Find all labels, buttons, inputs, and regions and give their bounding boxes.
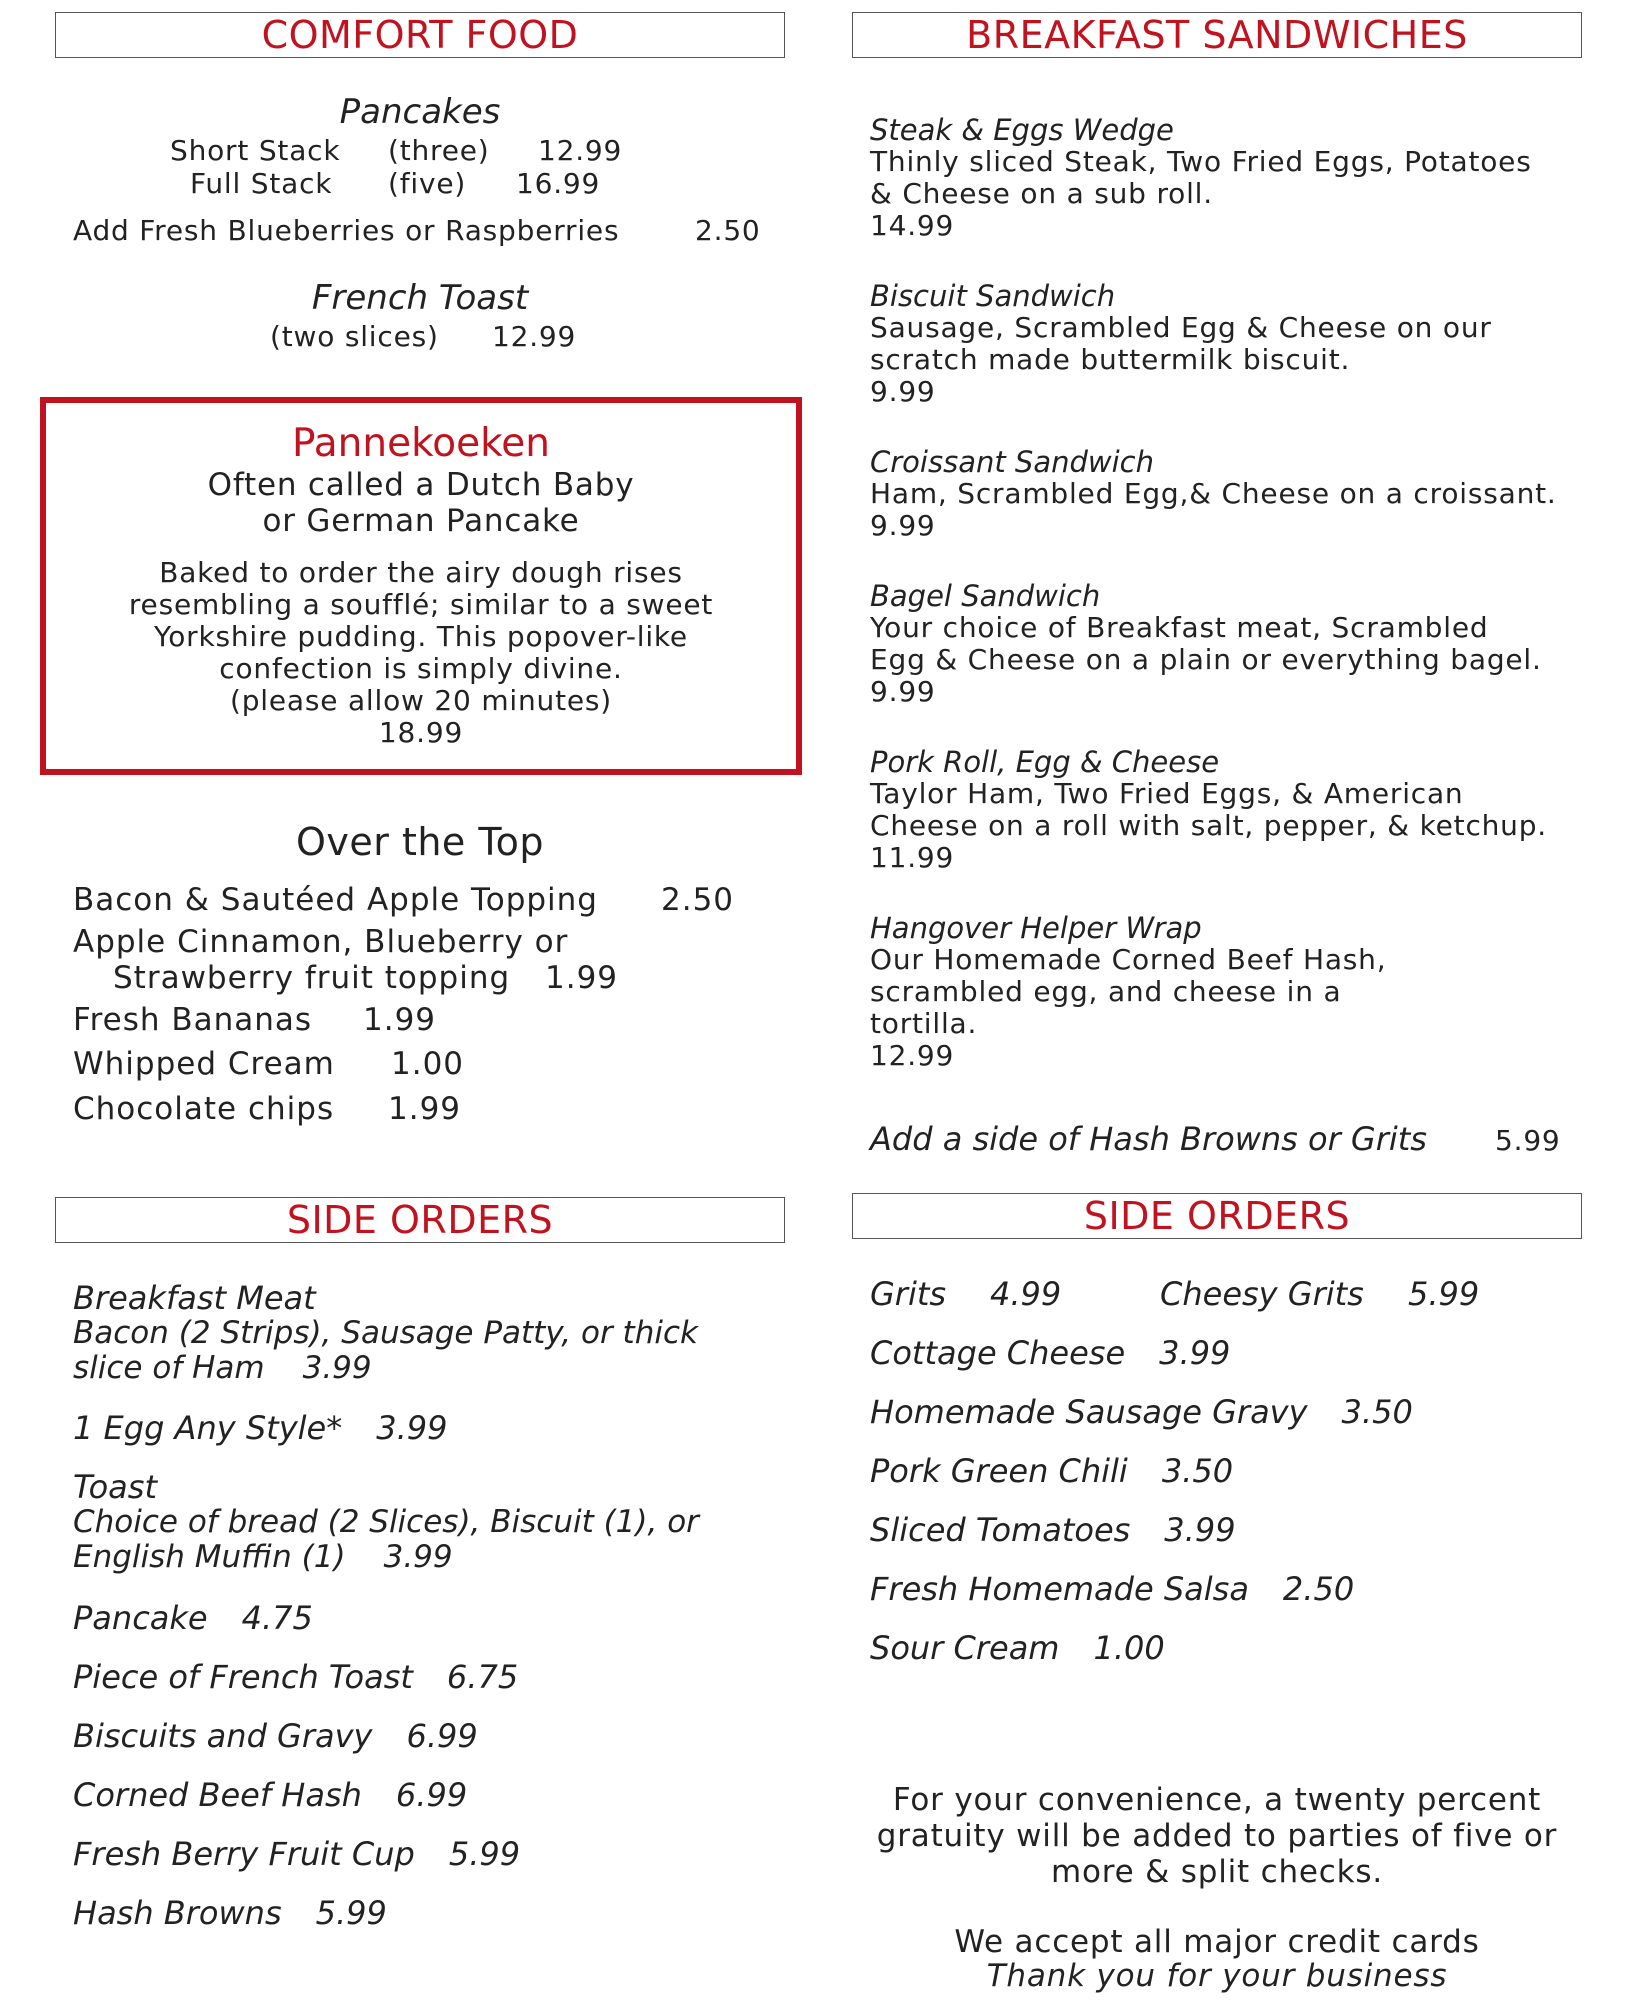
full-stack-label: Full Stack <box>190 167 333 200</box>
full-stack-row <box>190 167 600 200</box>
pannekoeken-desc-line: (please allow 20 minutes) <box>229 684 613 717</box>
side-item-price: 3.99 <box>1159 1334 1231 1372</box>
side-item-price: 6.99 <box>406 1717 478 1755</box>
side-item <box>870 1630 1165 1666</box>
french-toast-qty: (two slices) <box>270 320 439 353</box>
sandwich-desc: Your choice of Breakfast meat, Scrambled <box>870 611 1489 644</box>
side-item <box>870 1571 1354 1607</box>
side-item-name: Cottage Cheese <box>870 1334 1126 1372</box>
topping-row <box>73 1089 461 1129</box>
french-toast-section <box>55 278 785 318</box>
egg-price: 3.99 <box>376 1409 448 1447</box>
side-orders-right-header: SIDE ORDERS <box>852 1193 1582 1239</box>
side-item <box>73 1659 518 1695</box>
pannekoeken-desc-line: Yorkshire pudding. This popover-like <box>154 620 688 653</box>
pannekoeken-desc-line: confection is simply divine. <box>219 652 623 685</box>
topping-price: 1.99 <box>545 960 619 996</box>
gratuity-note <box>852 1782 1582 1890</box>
breakfast-sandwiches-header: BREAKFAST SANDWICHES <box>852 12 1582 58</box>
side-item-price: 6.75 <box>446 1658 519 1696</box>
sandwich-desc: Sausage, Scrambled Egg & Cheese on our <box>870 311 1492 344</box>
side-item <box>73 1895 387 1931</box>
side-item-pair <box>870 1276 1479 1312</box>
topping-price: 2.50 <box>661 882 735 918</box>
toast-price: 3.99 <box>383 1539 453 1575</box>
breakfast-meat-desc-2 <box>73 1351 785 1386</box>
toast-desc-2 <box>73 1540 785 1575</box>
side-item-price: 4.99 <box>990 1275 1062 1313</box>
sandwich-price: 9.99 <box>870 675 936 708</box>
berry-addon-row <box>73 214 761 247</box>
topping-row <box>73 1044 464 1084</box>
egg-name: 1 Egg Any Style* <box>73 1409 343 1447</box>
sandwich-item <box>870 280 1570 408</box>
sandwich-desc: Our Homemade Corned Beef Hash, <box>870 943 1387 976</box>
french-toast-title: French Toast <box>311 278 529 318</box>
topping-row <box>73 1000 436 1040</box>
sandwich-desc: & Cheese on a sub roll. <box>870 177 1213 210</box>
french-toast-row <box>270 320 576 353</box>
side-item <box>73 1836 520 1872</box>
side-addon-row <box>870 1120 1561 1158</box>
berry-addon-label: Add Fresh Blueberries or Raspberries <box>73 214 620 247</box>
sandwich-desc: Egg & Cheese on a plain or everything bagel. <box>870 643 1542 676</box>
french-toast-price: 12.99 <box>492 320 577 353</box>
sandwich-desc: scratch made buttermilk biscuit. <box>870 343 1351 376</box>
breakfast-meat-name: Breakfast Meat <box>73 1279 316 1317</box>
side-orders-left-header: SIDE ORDERS <box>55 1197 785 1243</box>
topping-label: Apple Cinnamon, Blueberry or <box>73 924 569 960</box>
sandwich-desc: Thinly sliced Steak, Two Fried Eggs, Potatoes <box>870 145 1532 178</box>
side-item <box>870 1512 1236 1548</box>
sandwich-name: Biscuit Sandwich <box>870 279 1116 313</box>
gratuity-line: more & split checks. <box>1050 1854 1383 1890</box>
topping-label: Whipped Cream <box>73 1046 335 1082</box>
side-item <box>73 1600 313 1636</box>
full-stack-qty: (five) <box>388 167 467 200</box>
sandwich-name: Pork Roll, Egg & Cheese <box>870 745 1220 779</box>
side-item-name: Biscuits and Gravy <box>73 1717 373 1755</box>
side-item-name: Corned Beef Hash <box>73 1776 362 1814</box>
sandwich-desc: Taylor Ham, Two Fried Eggs, & American <box>870 777 1464 810</box>
topping-row <box>73 880 734 920</box>
breakfast-meat-item <box>73 1280 785 1386</box>
sandwich-name: Hangover Helper Wrap <box>870 911 1202 945</box>
sandwich-name: Croissant Sandwich <box>870 445 1154 479</box>
side-item-price: 2.50 <box>1282 1570 1355 1608</box>
sandwich-item <box>870 580 1570 708</box>
side-item-price: 3.50 <box>1341 1393 1413 1431</box>
pancakes-section <box>55 92 785 132</box>
thank-you-note: Thank you for your business <box>986 1958 1448 1994</box>
gratuity-line: For your convenience, a twenty percent <box>892 1782 1542 1818</box>
topping-label: Bacon & Sautéed Apple Topping <box>73 882 598 918</box>
topping-price: 1.00 <box>391 1046 465 1082</box>
sandwich-price: 12.99 <box>870 1039 955 1072</box>
pannekoeken-subtitle-1: Often called a Dutch Baby <box>207 467 635 503</box>
sandwich-desc: tortilla. <box>870 1007 978 1040</box>
topping-row <box>73 922 568 962</box>
topping-label: Fresh Bananas <box>73 1002 313 1038</box>
sandwich-name: Bagel Sandwich <box>870 579 1101 613</box>
side-item-price: 5.99 <box>448 1835 521 1873</box>
sandwich-price: 9.99 <box>870 509 936 542</box>
side-item-name: Hash Browns <box>73 1894 282 1932</box>
pannekoeken-subtitle-2: or German Pancake <box>262 503 580 539</box>
side-item-price: 3.50 <box>1161 1452 1234 1490</box>
sandwich-desc: scrambled egg, and cheese in a <box>870 975 1342 1008</box>
breakfast-meat-desc-line: slice of Ham <box>73 1350 265 1386</box>
pancakes-title: Pancakes <box>339 92 501 132</box>
side-item <box>73 1777 467 1813</box>
side-item-name: Sliced Tomatoes <box>870 1511 1131 1549</box>
toast-desc: Choice of bread (2 Slices), Biscuit (1), or <box>73 1504 699 1540</box>
side-item-name: Piece of French Toast <box>73 1658 413 1696</box>
side-item-price: 4.75 <box>241 1599 313 1637</box>
side-item-name: Pork Green Chili <box>870 1452 1128 1490</box>
sandwich-item <box>870 446 1570 542</box>
topping-price: 1.99 <box>363 1002 437 1038</box>
sandwich-item <box>870 746 1570 874</box>
toast-name: Toast <box>73 1468 157 1506</box>
topping-price: 1.99 <box>388 1091 462 1127</box>
side-addon-price: 5.99 <box>1495 1124 1561 1157</box>
credit-cards-note: We accept all major credit cards <box>954 1924 1480 1960</box>
sandwich-price: 11.99 <box>870 841 955 874</box>
comfort-food-header: COMFORT FOOD <box>55 12 785 58</box>
breakfast-meat-desc: Bacon (2 Strips), Sausage Patty, or thick <box>73 1315 698 1351</box>
side-item <box>870 1335 1230 1371</box>
sandwich-item <box>870 114 1570 242</box>
short-stack-label: Short Stack <box>170 134 341 167</box>
side-item-price: 5.99 <box>1408 1275 1480 1313</box>
side-item-price: 6.99 <box>395 1776 468 1814</box>
short-stack-row <box>170 134 622 167</box>
pannekoeken-box <box>40 397 802 775</box>
topping-label: Strawberry fruit topping <box>113 960 511 996</box>
side-item <box>870 1453 1233 1489</box>
side-item-name: Fresh Berry Fruit Cup <box>73 1835 415 1873</box>
topping-row <box>113 958 618 998</box>
side-item <box>73 1718 478 1754</box>
side-item-price: 5.99 <box>315 1894 387 1932</box>
side-item-name: Cheesy Grits <box>1160 1275 1364 1313</box>
side-item-name: Grits <box>870 1275 947 1313</box>
side-item-name: Fresh Homemade Salsa <box>870 1570 1249 1608</box>
side-item-price: 1.00 <box>1093 1629 1165 1667</box>
egg-item <box>73 1410 447 1446</box>
sandwich-desc: Cheese on a roll with salt, pepper, & ketchup. <box>870 809 1547 842</box>
side-addon-label: Add a side of Hash Browns or Grits <box>870 1120 1427 1158</box>
gratuity-line: gratuity will be added to parties of five or <box>876 1818 1558 1854</box>
toast-desc-line: English Muffin (1) <box>73 1539 346 1575</box>
berry-addon-price: 2.50 <box>695 214 761 247</box>
pannekoeken-price: 18.99 <box>378 716 464 749</box>
short-stack-qty: (three) <box>388 134 490 167</box>
toast-item <box>73 1469 785 1575</box>
side-item-name: Pancake <box>73 1599 208 1637</box>
short-stack-price: 12.99 <box>538 134 623 167</box>
side-item-name: Sour Cream <box>870 1629 1060 1667</box>
sandwich-item <box>870 912 1570 1072</box>
pannekoeken-title: Pannekoeken <box>291 421 551 466</box>
sandwich-desc: Ham, Scrambled Egg,& Cheese on a croissant. <box>870 477 1557 510</box>
pannekoeken-desc-line: resembling a soufflé; similar to a sweet <box>128 588 714 621</box>
pannekoeken-desc-line: Baked to order the airy dough rises <box>159 556 683 589</box>
topping-label: Chocolate chips <box>73 1091 335 1127</box>
sandwich-name: Steak & Eggs Wedge <box>870 113 1174 147</box>
breakfast-meat-price: 3.99 <box>302 1350 372 1386</box>
full-stack-price: 16.99 <box>516 167 601 200</box>
side-item-price: 3.99 <box>1164 1511 1236 1549</box>
sandwich-price: 9.99 <box>870 375 936 408</box>
side-item <box>870 1394 1413 1430</box>
side-item-name: Homemade Sausage Gravy <box>870 1393 1308 1431</box>
over-the-top-title: Over the Top <box>295 820 545 864</box>
sandwich-price: 14.99 <box>870 209 955 242</box>
pannekoeken-description <box>46 557 796 749</box>
